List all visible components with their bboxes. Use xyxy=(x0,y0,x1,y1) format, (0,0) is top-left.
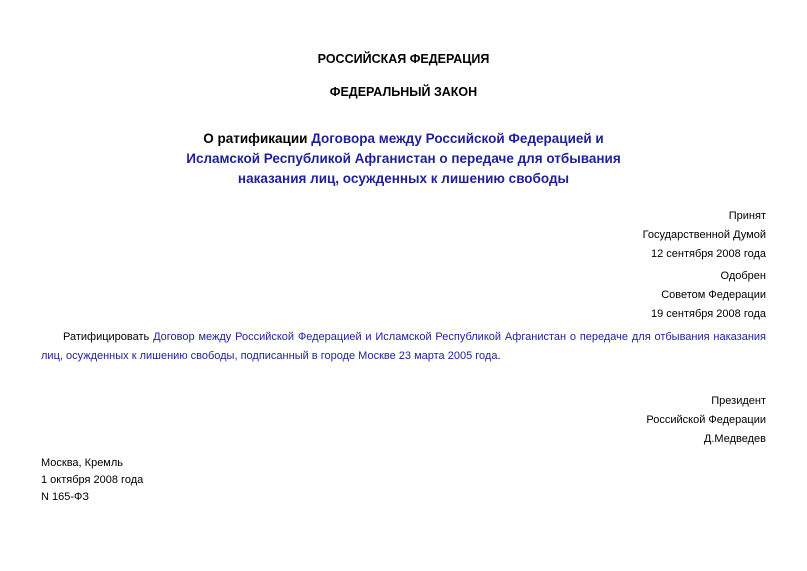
country-heading: РОССИЙСКАЯ ФЕДЕРАЦИЯ xyxy=(317,52,490,66)
approved-block xyxy=(651,267,766,324)
treaty-title-link-line2[interactable]: Исламской Республикой Афганистан о передаче для отбывания xyxy=(186,151,621,166)
adopted-body: Государственной Думой xyxy=(642,229,766,241)
adopted-block xyxy=(643,207,766,264)
law-number: N 165-ФЗ xyxy=(41,491,90,503)
signing-date: 1 октября 2008 года xyxy=(41,474,144,486)
treaty-title-link-line3[interactable]: наказания лиц, осужденных к лишению свободы xyxy=(237,171,570,186)
place-date-block xyxy=(41,455,143,506)
document-type-heading: ФЕДЕРАЛЬНЫЙ ЗАКОН xyxy=(329,85,478,99)
signature-name: Д.Медведев xyxy=(703,433,766,445)
adopted-label: Принят xyxy=(728,210,766,222)
body-suffix: . xyxy=(497,350,501,362)
body-prefix: Ратифицировать xyxy=(63,331,154,343)
treaty-title-link-line1[interactable]: Договора между Российской Федерацией и xyxy=(311,131,604,146)
signature-block xyxy=(646,392,766,449)
approved-body: Советом Федерации xyxy=(661,289,766,301)
signing-place: Москва, Кремль xyxy=(41,457,124,469)
signature-title: Президент xyxy=(711,395,766,407)
ratification-paragraph xyxy=(41,328,766,366)
signature-country: Российской Федерации xyxy=(646,414,766,426)
title-prefix: О ратификации xyxy=(203,131,312,146)
law-title xyxy=(0,129,807,189)
adopted-date: 12 сентября 2008 года xyxy=(651,248,766,260)
approved-label: Одобрен xyxy=(720,270,766,282)
approved-date: 19 сентября 2008 года xyxy=(651,308,766,320)
treaty-link[interactable]: Договор между Российской Федерацией и Исламской Республикой Афганистан о передаче для отбывания наказания лиц, осужденных к лишению свободы, подписанный в городе Москве 23 марта 2005 года xyxy=(41,331,766,362)
